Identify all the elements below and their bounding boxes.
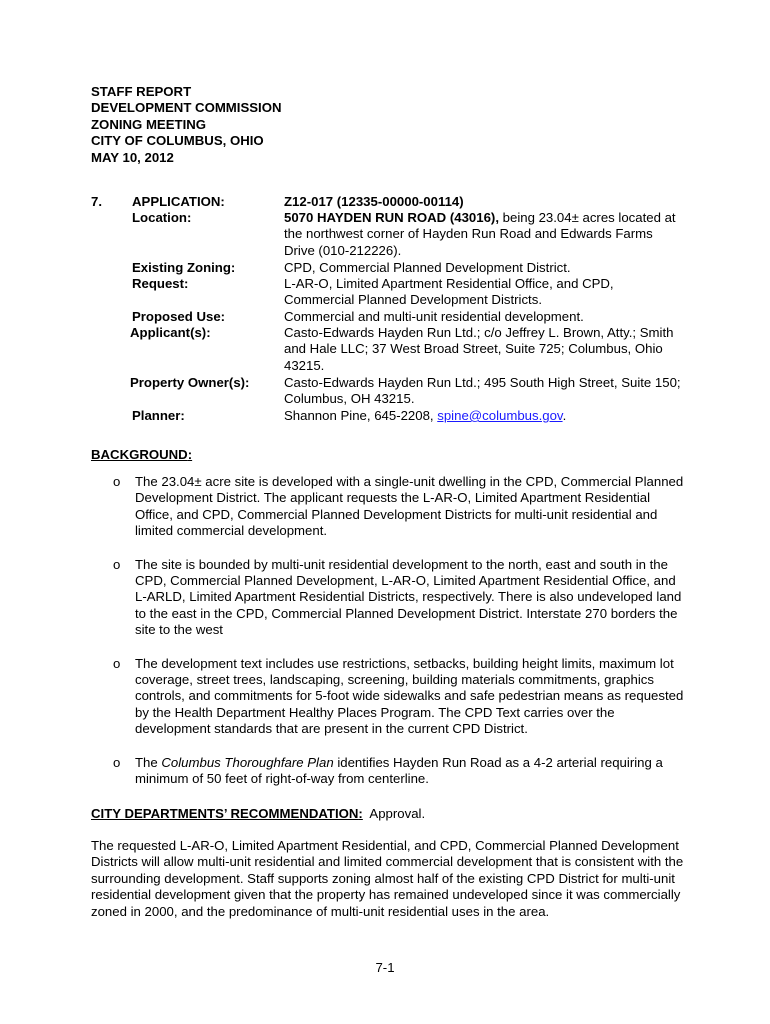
background-heading: [91, 447, 192, 463]
header-line-date: MAY 10, 2012: [91, 149, 174, 165]
recommendation-line: [91, 806, 425, 822]
header-line-city: CITY OF COLUMBUS, OHIO: [91, 133, 264, 149]
list-item: [91, 557, 691, 639]
recommendation-heading: [91, 806, 363, 821]
bullet-text: The site is bounded by multi-unit residential development to the north, east and south in the CPD, Commercial Planned Development, L-AR-O, Limited Apartment Residential Office, and L-ARLD, Limited Apartment Residential Districts, respectively. There is also undeveloped land to the east in the CPD, Commercial Planned Development District. Interstate 270 borders the site to the west: [135, 556, 682, 638]
background-heading-colon: :: [187, 447, 193, 462]
closing-paragraph: The requested L-AR-O, Limited Apartment Residential, and CPD, Commercial Planned Development Districts will allow multi-unit residential and limited commercial development that is consistent with the surrounding development. Staff supports zoning almost half of the existing CPD District for multi-unit residential development given that the property has remained undeveloped since it was commercially zoned in 2000, and the predominance of multi-unit residential uses in the area.: [91, 838, 684, 919]
bullet-marker: o: [113, 754, 121, 770]
planner-period: .: [562, 408, 567, 423]
application-value: Z12-017 (12335-00000-00114): [284, 194, 464, 209]
planner-email-link[interactable]: spine@columbus.gov: [437, 408, 563, 423]
bullet-text: identifies Hayden Run Road as a 4-2 arterial requiring a minimum of 50 feet of right-of-way from centerline.: [135, 754, 663, 787]
property-owners-value: Casto-Edwards Hayden Run Ltd.; 495 South High Street, Suite 150; Columbus, OH 43215.: [284, 375, 681, 407]
location-value: [284, 210, 684, 259]
request-value: L-AR-O, Limited Apartment Residential Office, and CPD, Commercial Planned Development Districts.: [284, 276, 614, 308]
planner-label: Planner:: [132, 408, 185, 423]
item-number: 7.: [91, 194, 102, 209]
bullet-text: The 23.04± acre site is developed with a single-unit dwelling in the CPD, Commercial Planned Development District. The applicant requests the L-AR-O, Limited Apartment Residential Office, and CPD, Commercial Planned Development Districts for multi-unit residential and limited commercial development.: [135, 474, 684, 539]
location-address: 5070 HAYDEN RUN ROAD (43016),: [284, 210, 499, 225]
report-header: [91, 84, 282, 166]
location-description: being 23.04± acres located at the northwest corner of Hayden Run Road and Edwards Farms Drive (010-212226).: [284, 210, 676, 258]
bullet-marker: o: [113, 474, 121, 489]
proposed-use-value: Commercial and multi-unit residential development.: [284, 309, 584, 324]
header-line-meeting: ZONING MEETING: [91, 116, 207, 132]
property-owners-label: Property Owner(s):: [130, 375, 250, 390]
header-line-commission: DEVELOPMENT COMMISSION: [91, 100, 282, 116]
applicants-label: Applicant(s):: [130, 325, 211, 340]
thoroughfare-plan-title: Columbus Thoroughfare Plan: [161, 754, 334, 770]
list-item: [91, 656, 691, 738]
header-line-report-type: STAFF REPORT: [91, 84, 192, 99]
list-item: [91, 474, 691, 540]
location-label: Location:: [132, 210, 192, 225]
bullet-text-prefix: The: [135, 754, 162, 770]
page-number: 7-1: [375, 960, 395, 975]
recommendation-heading-colon: :: [358, 806, 363, 821]
planner-value: [284, 408, 684, 424]
request-label: Request:: [132, 276, 189, 291]
bullet-marker: o: [113, 556, 121, 572]
background-list: [91, 474, 691, 805]
application-label: APPLICATION:: [132, 194, 225, 209]
background-heading-text: BACKGROUND: [91, 447, 188, 462]
planner-contact: Shannon Pine, 645-2208,: [284, 408, 438, 423]
bullet-marker: o: [113, 655, 121, 671]
applicants-value: Casto-Edwards Hayden Run Ltd.; c/o Jeffrey L. Brown, Atty.; Smith and Hale LLC; 37 West Broad Street, Suite 725; Columbus, Ohio 43215.: [284, 325, 674, 373]
proposed-use-label: Proposed Use:: [132, 309, 226, 324]
list-item: [91, 755, 691, 788]
recommendation-value: Approval.: [362, 806, 426, 821]
existing-zoning-label: Existing Zoning:: [132, 260, 236, 275]
recommendation-heading-text: CITY DEPARTMENTS’ RECOMMENDATION: [91, 806, 359, 821]
existing-zoning-value: CPD, Commercial Planned Development District.: [284, 260, 571, 275]
bullet-text: The development text includes use restrictions, setbacks, building height limits, maximum lot coverage, street trees, landscaping, screening, building materials commitments, graphics controls, and commitments for 5-foot wide sidewalks and safe pedestrian means as requested by the Health Department Healthy Places Program. The CPD Text carries over the development standards that are present in the current CPD District.: [135, 655, 684, 737]
